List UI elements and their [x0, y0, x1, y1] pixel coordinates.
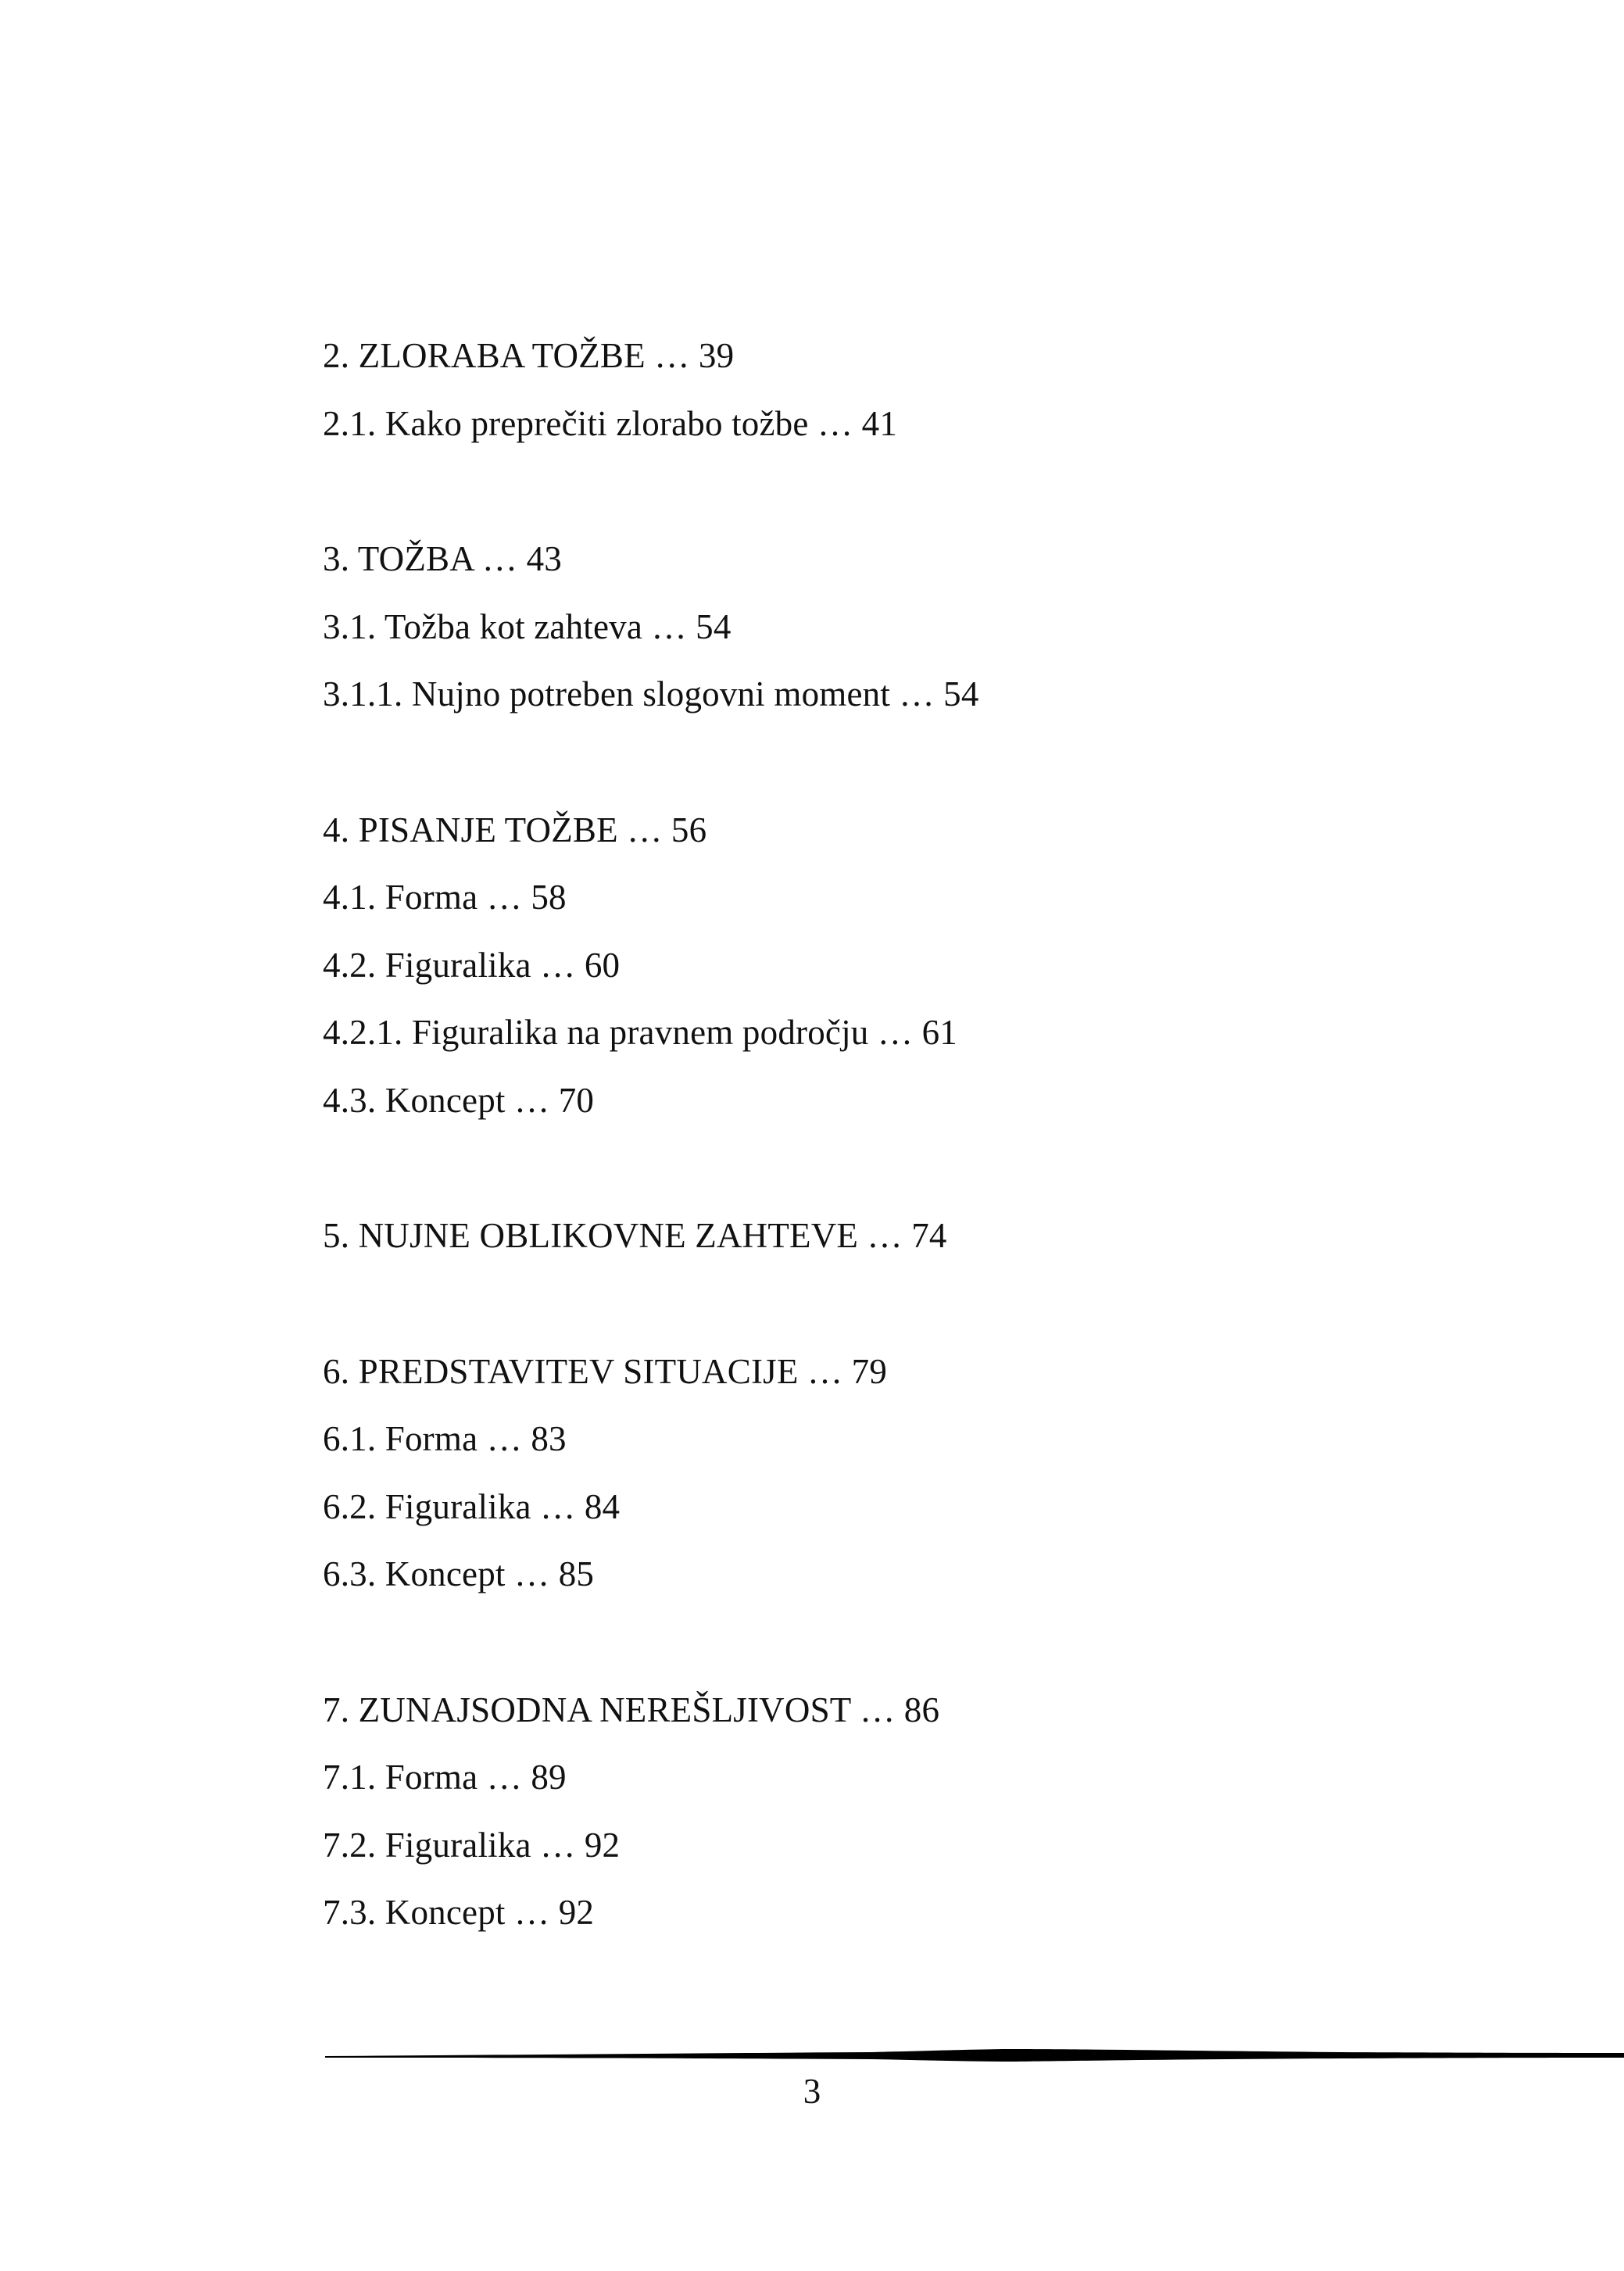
- toc-section-7: [323, 1676, 979, 1947]
- toc-section-2: [323, 322, 979, 457]
- toc-section-3: [323, 525, 979, 728]
- toc-entry: 4.1. Forma … 58: [323, 878, 567, 917]
- toc-entry: 4.2. Figuralika … 60: [323, 945, 621, 985]
- toc-entry: 6.1. Forma … 83: [323, 1419, 567, 1458]
- toc-entry: 7. ZUNAJSODNA NEREŠLJIVOST … 86: [323, 1690, 940, 1729]
- page-number-container: [0, 2069, 1624, 2113]
- toc-entry: 2. ZLORABA TOŽBE … 39: [323, 336, 735, 375]
- toc-entry: 5. NUJNE OBLIKOVNE ZAHTEVE … 74: [323, 1216, 947, 1255]
- toc-entry: 4.3. Koncept … 70: [323, 1080, 595, 1120]
- toc-section-6: [323, 1338, 979, 1608]
- toc-section-4: [323, 796, 979, 1135]
- table-of-contents: [323, 322, 979, 1947]
- toc-entry: 7.3. Koncept … 92: [323, 1893, 595, 1932]
- toc-entry: 7.2. Figuralika … 92: [323, 1825, 621, 1865]
- toc-entry: 6.2. Figuralika … 84: [323, 1486, 621, 1526]
- toc-entry: 3.1.1. Nujno potreben slogovni moment … 54: [323, 674, 979, 713]
- toc-entry: 6.3. Koncept … 85: [323, 1554, 595, 1593]
- toc-entry: 4.2.1. Figuralika na pravnem področju … 61: [323, 1013, 957, 1052]
- toc-entry: 2.1. Kako preprečiti zlorabo tožbe … 41: [323, 403, 898, 443]
- footer-rule: [325, 2046, 1624, 2065]
- toc-entry: 3.1. Tožba kot zahteva … 54: [323, 606, 732, 646]
- toc-entry: 3. TOŽBA … 43: [323, 539, 562, 578]
- toc-entry: 7.1. Forma … 89: [323, 1758, 567, 1797]
- page-number: 3: [803, 2072, 821, 2111]
- toc-entry: 6. PREDSTAVITEV SITUACIJE … 79: [323, 1351, 888, 1391]
- toc-entry: 4. PISANJE TOŽBE … 56: [323, 810, 707, 849]
- footer-rule-stroke: [325, 2049, 1624, 2062]
- toc-section-5: [323, 1202, 979, 1270]
